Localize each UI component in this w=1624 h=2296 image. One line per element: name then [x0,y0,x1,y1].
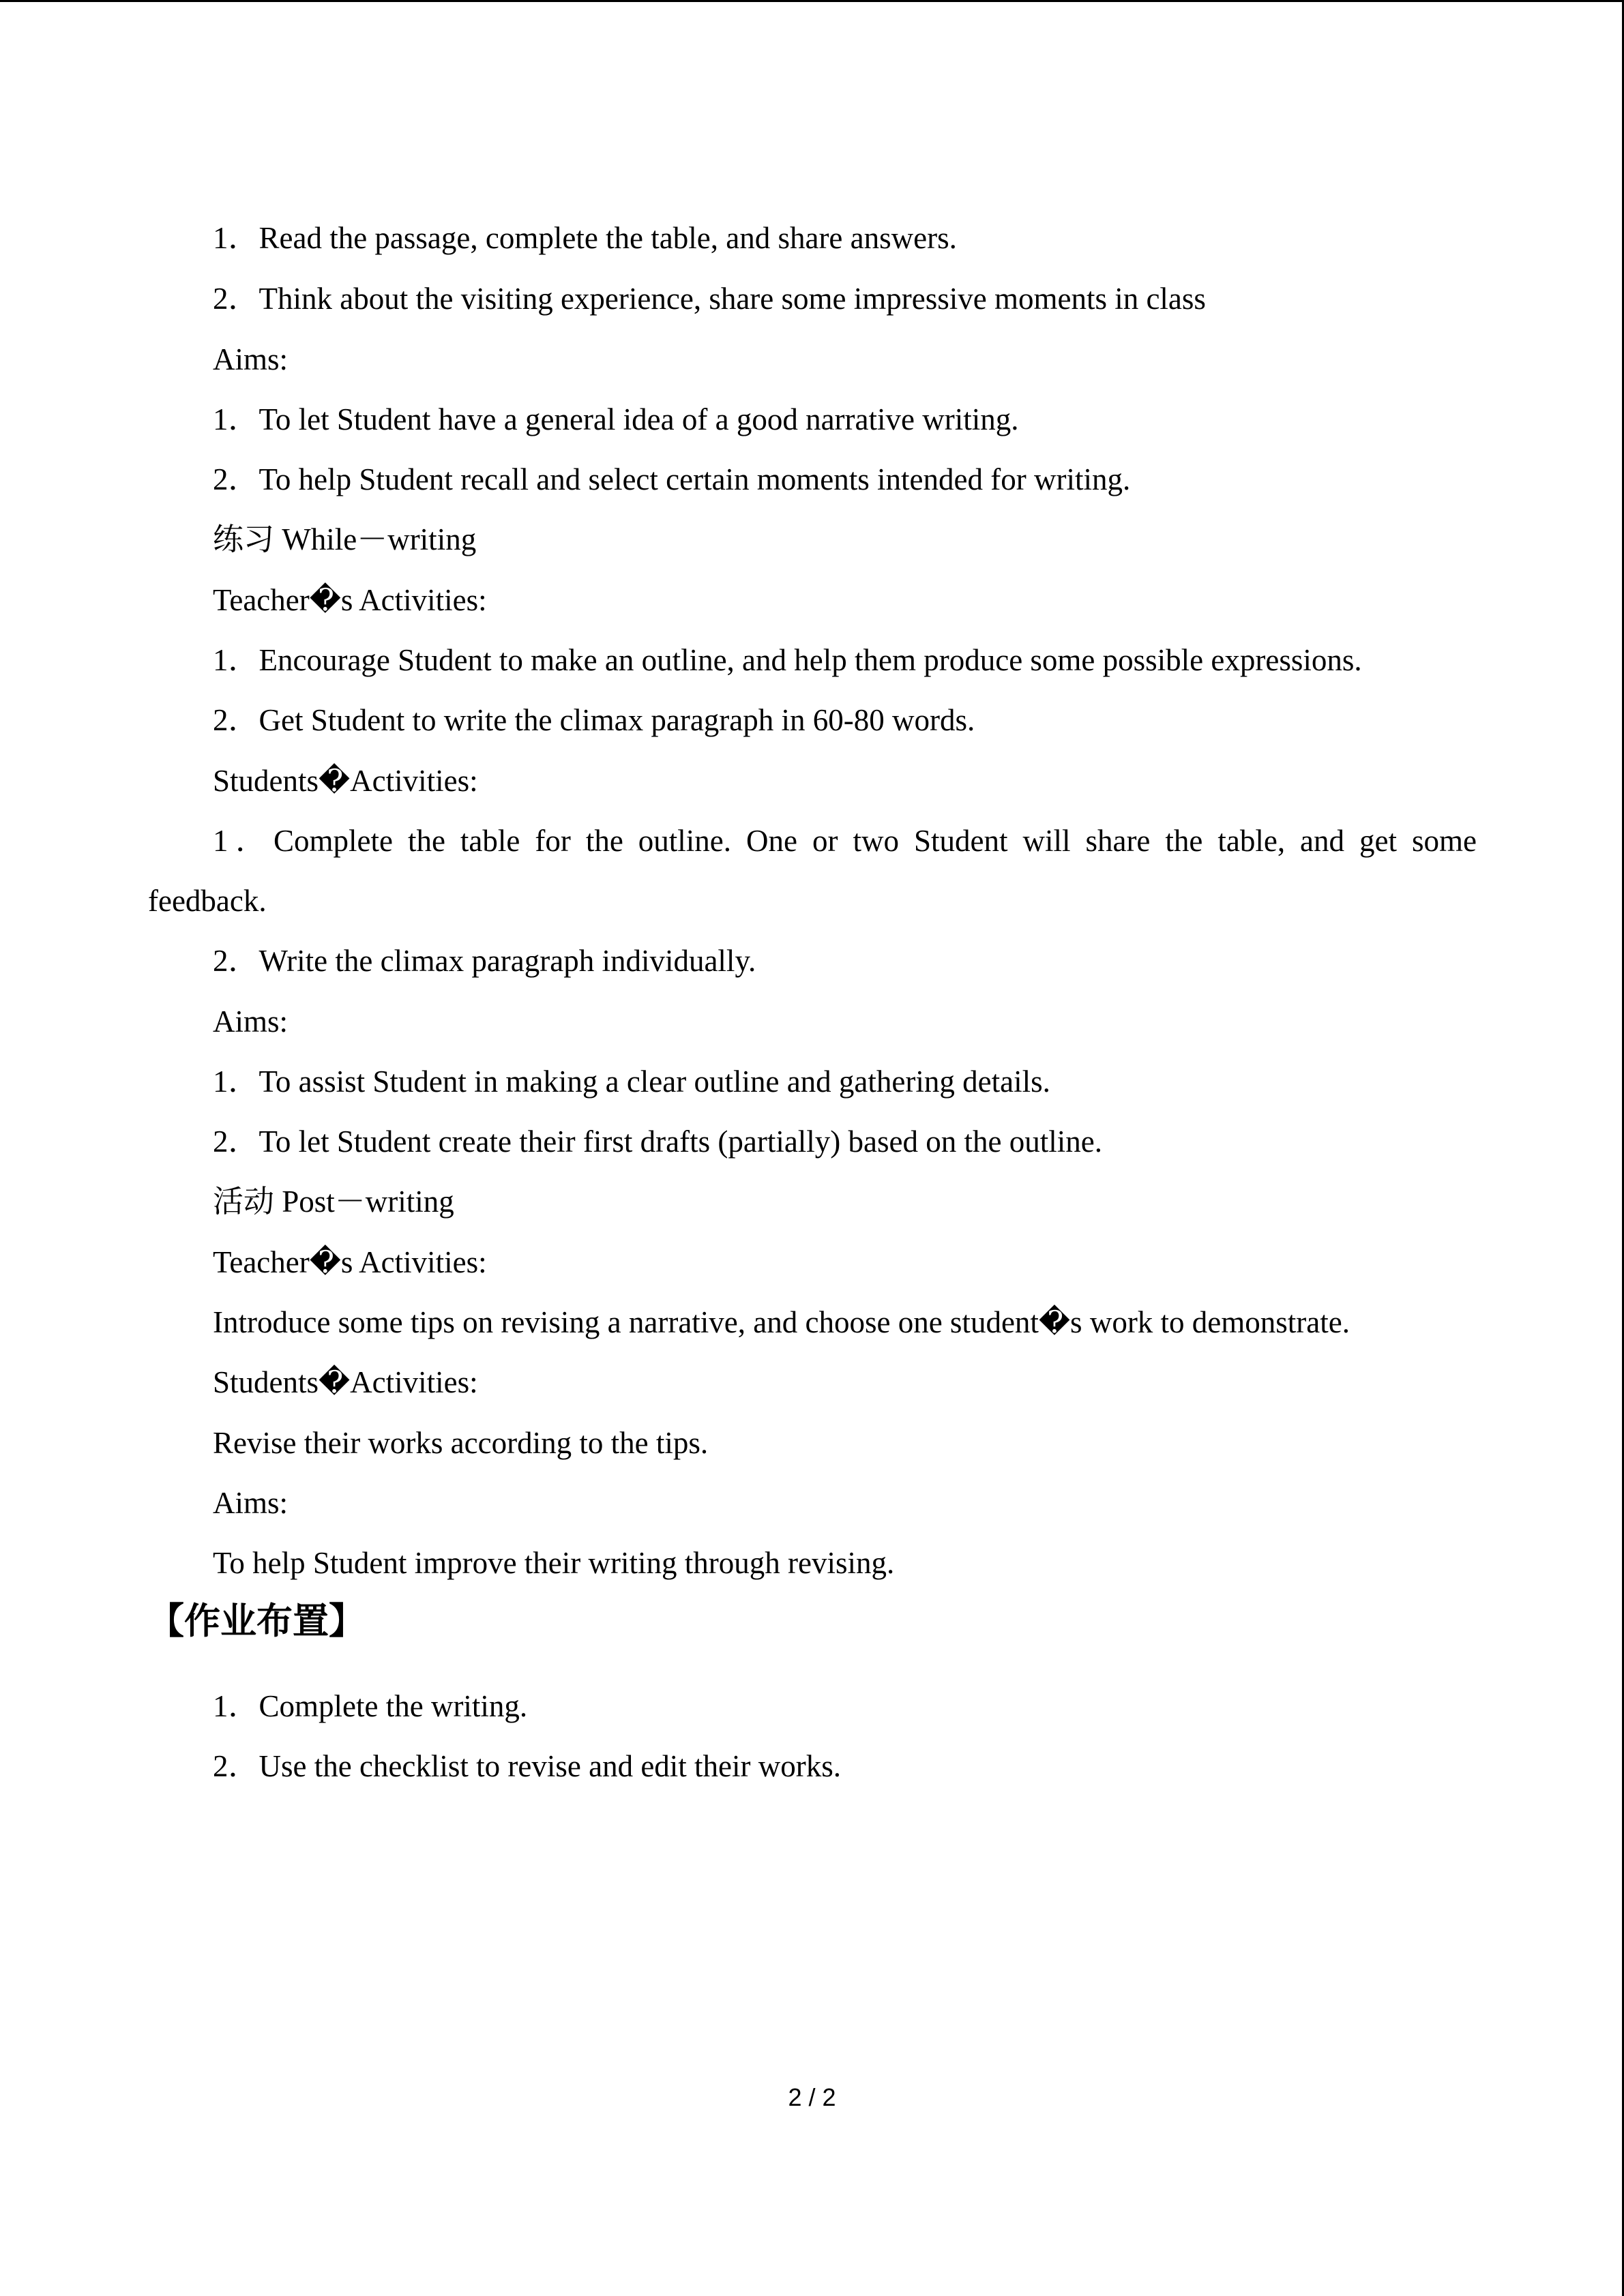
homework-heading: 【作业布置】 [148,1600,365,1642]
paragraph-line: To help Student improve their writing through revising. [213,1546,895,1580]
paragraph-line: Students�Activities: [213,1365,478,1399]
paragraph-line: 2．To let Student create their first drafts (partially) based on the outline. [213,1124,1102,1159]
paragraph-line: 1．To assist Student in making a clear outline and gathering details. [213,1064,1050,1099]
paragraph-line: Aims: [213,342,289,376]
section-label-while-writing: 练习 While－writing [213,522,477,556]
paragraph-line: feedback. [148,884,267,918]
section-label-post-writing: 活动 Post－writing [213,1184,454,1219]
paragraph-line: 2．Get Student to write the climax paragraph in 60-80 words. [213,703,975,737]
paragraph-line: Teacher�s Activities: [213,583,487,617]
paragraph-line: Aims: [213,1486,289,1520]
paragraph-line: 1．Complete the table for the outline. One or two Student will share the table, and get some [213,824,1477,858]
paragraph-line: Revise their works according to the tips. [213,1426,709,1460]
homework-item: 2．Use the checklist to revise and edit their works. [213,1749,842,1783]
paragraph-line: Students�Activities: [213,764,478,798]
paragraph-line: 1．Encourage Student to make an outline, and help them produce some possible expressions. [213,643,1362,677]
paragraph-line: Teacher�s Activities: [213,1245,487,1279]
paragraph-line: Introduce some tips on revising a narrative, and choose one student�s work to demonstrate. [213,1305,1350,1339]
paragraph-line: 2．Think about the visiting experience, share some impressive moments in class [213,282,1206,316]
paragraph-line: 1．Read the passage, complete the table, and share answers. [213,221,957,255]
page-number: 2 / 2 [788,2083,836,2111]
paragraph-line: 2．Write the climax paragraph individually. [213,944,756,978]
homework-item: 1．Complete the writing. [213,1689,528,1723]
paragraph-line: 1．To let Student have a general idea of a good narrative writing. [213,402,1019,436]
paragraph-line: 2．To help Student recall and select certain moments intended for writing. [213,462,1131,496]
paragraph-line: Aims: [213,1004,289,1039]
